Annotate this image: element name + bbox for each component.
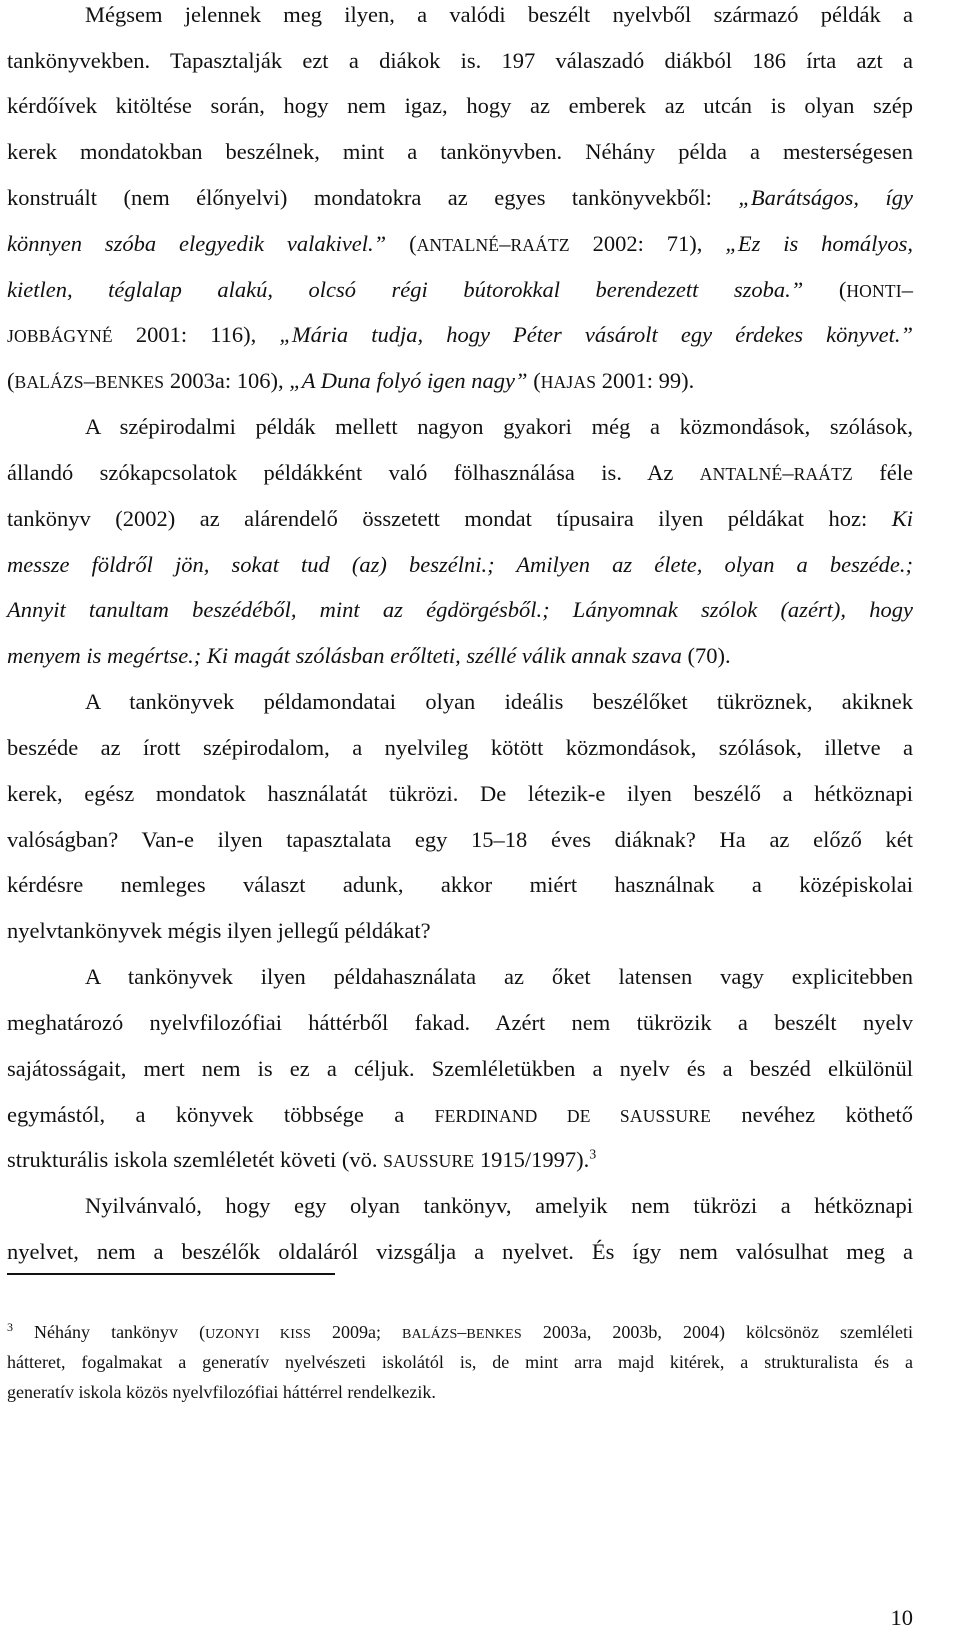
author-name: RAÁTZ: [510, 235, 570, 255]
text-line: [7, 733, 913, 763]
text-span: nyelvet, nem a beszélők oldaláról vizsgálja a nyelvet. És így nem valósulhat meg a: [7, 1239, 913, 1264]
text-line: [7, 870, 913, 900]
text-span: kerek mondatokban beszélnek, mint a tankönyvben. Néhány példa a mesterségesen: [7, 139, 913, 164]
text-line: [7, 779, 913, 809]
text-span: tankönyv (2002) az alárendelő összetett mondat típusaira ilyen példákat hoz:: [7, 506, 892, 531]
example-quote: kietlen, téglalap alakú, olcsó régi bútorokkal berendezett szoba.”: [7, 277, 804, 302]
text-span: A tankönyvek példamondatai olyan ideális beszélőket tükröznek, akiknek: [85, 689, 913, 714]
text-span: konstruált (nem élőnyelvi) mondatokra az egyes tankönyvekből:: [7, 185, 739, 210]
author-name: ANTALNÉ: [416, 235, 500, 255]
text-line: [7, 1008, 913, 1038]
text-span: –: [83, 368, 95, 393]
author-name: HONTI: [846, 281, 902, 301]
text-span: A tankönyvek ilyen példahasználata az őket latensen vagy explicitebben: [85, 964, 913, 989]
text-line: [7, 1145, 913, 1176]
author-name: BALÁZS: [14, 372, 84, 392]
text-line: [7, 229, 913, 260]
author-name: RAÁTZ: [793, 464, 853, 484]
text-span: (: [7, 368, 15, 393]
author-name: HAJAS: [540, 372, 597, 392]
author-name: UZONYI KISS: [205, 1326, 311, 1342]
text-span: generatív iskola közös nyelvfilozófiai háttérrel rendelkezik.: [7, 1382, 436, 1402]
example-quote: „Mária tudja, hogy Péter vásárolt egy érdekes könyvet.”: [279, 322, 913, 347]
example-quote: „Barátságos, így: [738, 185, 914, 210]
text-span: 2009a;: [310, 1322, 402, 1342]
text-line: [7, 1100, 913, 1131]
text-line: [7, 137, 913, 167]
example-quote: menyem is megértse.; Ki magát szólásban erőlteti, széllé válik annak szava: [7, 643, 682, 668]
author-name: ANTALNÉ: [699, 464, 783, 484]
footnote-line: [7, 1350, 913, 1374]
text-line: [7, 1237, 913, 1267]
text-span: meghatározó nyelvfilozófiai háttérből fakad. Azért nem tükrözik a beszélt nyelv: [7, 1010, 913, 1035]
text-line: [7, 91, 913, 121]
text-line: [7, 595, 913, 625]
text-span: állandó szókapcsolatok példákként való fölhasználása is. Az: [7, 460, 700, 485]
text-line: [85, 1191, 913, 1221]
text-line: [85, 687, 913, 717]
text-span: nyelvtankönyvek mégis ilyen jellegű példákat?: [7, 918, 431, 943]
author-name: BALÁZS: [402, 1326, 458, 1342]
example-quote: messze földről jön, sokat tud (az) beszélni.; Amilyen az élete, olyan a beszéde.;: [7, 552, 913, 577]
text-span: valóságban? Van-e ilyen tapasztalata egy 15–18 éves diáknak? Ha az előző két: [7, 827, 913, 852]
text-span: strukturális iskola szemléletét követi (vö.: [7, 1147, 384, 1172]
text-span: 2003a, 2003b, 2004) kölcsönöz szemléleti: [521, 1322, 914, 1342]
text-line: [85, 962, 913, 992]
author-name: BENKES: [95, 372, 165, 392]
page-number: 10: [890, 1605, 913, 1630]
footnote-reference[interactable]: 3: [589, 1147, 597, 1163]
text-span: sajátosságait, mert nem is ez a céljuk. Szemléletükben a nyelv és a beszéd elkülönül: [7, 1056, 913, 1081]
footnote-divider: [7, 1273, 335, 1275]
text-span: Néhány tankönyv (: [13, 1322, 206, 1342]
text-span: (: [386, 231, 417, 256]
text-line: [7, 825, 913, 855]
author-name: BENKES: [466, 1326, 522, 1342]
text-line: [7, 320, 913, 351]
text-span: féle: [852, 460, 914, 485]
footnote-line: [7, 1320, 913, 1346]
example-quote: „Ez is homályos,: [725, 231, 913, 256]
example-quote: „A Duna folyó igen nagy”: [289, 368, 528, 393]
text-span: tankönyvekben. Tapasztalják ezt a diákok is. 197 válaszadó diákból 186 írta azt a: [7, 48, 913, 73]
author-name: FERDINAND DE SAUSSURE: [434, 1106, 711, 1126]
text-span: (: [803, 277, 847, 302]
text-span: nevéhez köthető: [710, 1102, 914, 1127]
text-line: [7, 46, 913, 76]
text-span: –: [499, 231, 511, 256]
text-line: [85, 412, 913, 442]
text-span: 2002: 71),: [569, 231, 726, 256]
footnote-number: 3: [7, 1320, 13, 1334]
text-line: [7, 550, 913, 580]
author-name: SAUSSURE: [383, 1151, 475, 1171]
example-quote: könnyen szóba elegyedik valakivel.”: [7, 231, 387, 256]
text-span: Mégsem jelennek meg ilyen, a valódi beszélt nyelvből származó példák a: [85, 2, 913, 27]
text-line: [7, 1054, 913, 1084]
author-name: JOBBÁGYNÉ: [7, 326, 113, 346]
text-line: [7, 916, 913, 946]
text-span: 2003a: 106),: [164, 368, 290, 393]
text-span: egymástól, a könyvek többsége a: [7, 1102, 435, 1127]
text-line: [7, 275, 913, 306]
text-span: beszéde az írott szépirodalom, a nyelvileg kötött közmondások, szólások, illetve a: [7, 735, 913, 760]
text-span: 2001: 116),: [112, 322, 280, 347]
text-line: [7, 641, 913, 671]
text-line: [7, 183, 913, 213]
text-span: kérdőívek kitöltése során, hogy nem igaz, hogy az emberek az utcán is olyan szép: [7, 93, 913, 118]
text-span: (70).: [681, 643, 731, 668]
text-span: –: [457, 1322, 467, 1342]
text-span: kerek, egész mondatok használatát tükrözi. De létezik-e ilyen beszélő a hétköznapi: [7, 781, 913, 806]
text-span: (: [527, 368, 541, 393]
text-line: [7, 366, 913, 397]
text-span: kérdésre nemleges választ adunk, akkor miért használnak a középiskolai: [7, 872, 913, 897]
text-line: [85, 0, 913, 30]
text-span: 2001: 99).: [596, 368, 695, 393]
text-span: Nyilvánvaló, hogy egy olyan tankönyv, amelyik nem tükrözi a hétköznapi: [85, 1193, 913, 1218]
text-span: –: [782, 460, 794, 485]
example-quote: Ki: [891, 506, 913, 531]
text-span: –: [901, 277, 913, 302]
example-quote: Annyit tanultam beszédéből, mint az égdörgésből.; Lányomnak szólok (azért), hogy: [7, 597, 913, 622]
text-span: 1915/1997).: [474, 1147, 590, 1172]
footnote-line: [7, 1380, 913, 1404]
text-line: [7, 504, 913, 534]
text-span: A szépirodalmi példák mellett nagyon gyakori még a közmondások, szólások,: [85, 414, 913, 439]
text-line: [7, 458, 913, 489]
text-span: hátteret, fogalmakat a generatív nyelvészeti iskolától is, de mint arra majd kitérek, a strukturalista és a: [7, 1352, 913, 1372]
